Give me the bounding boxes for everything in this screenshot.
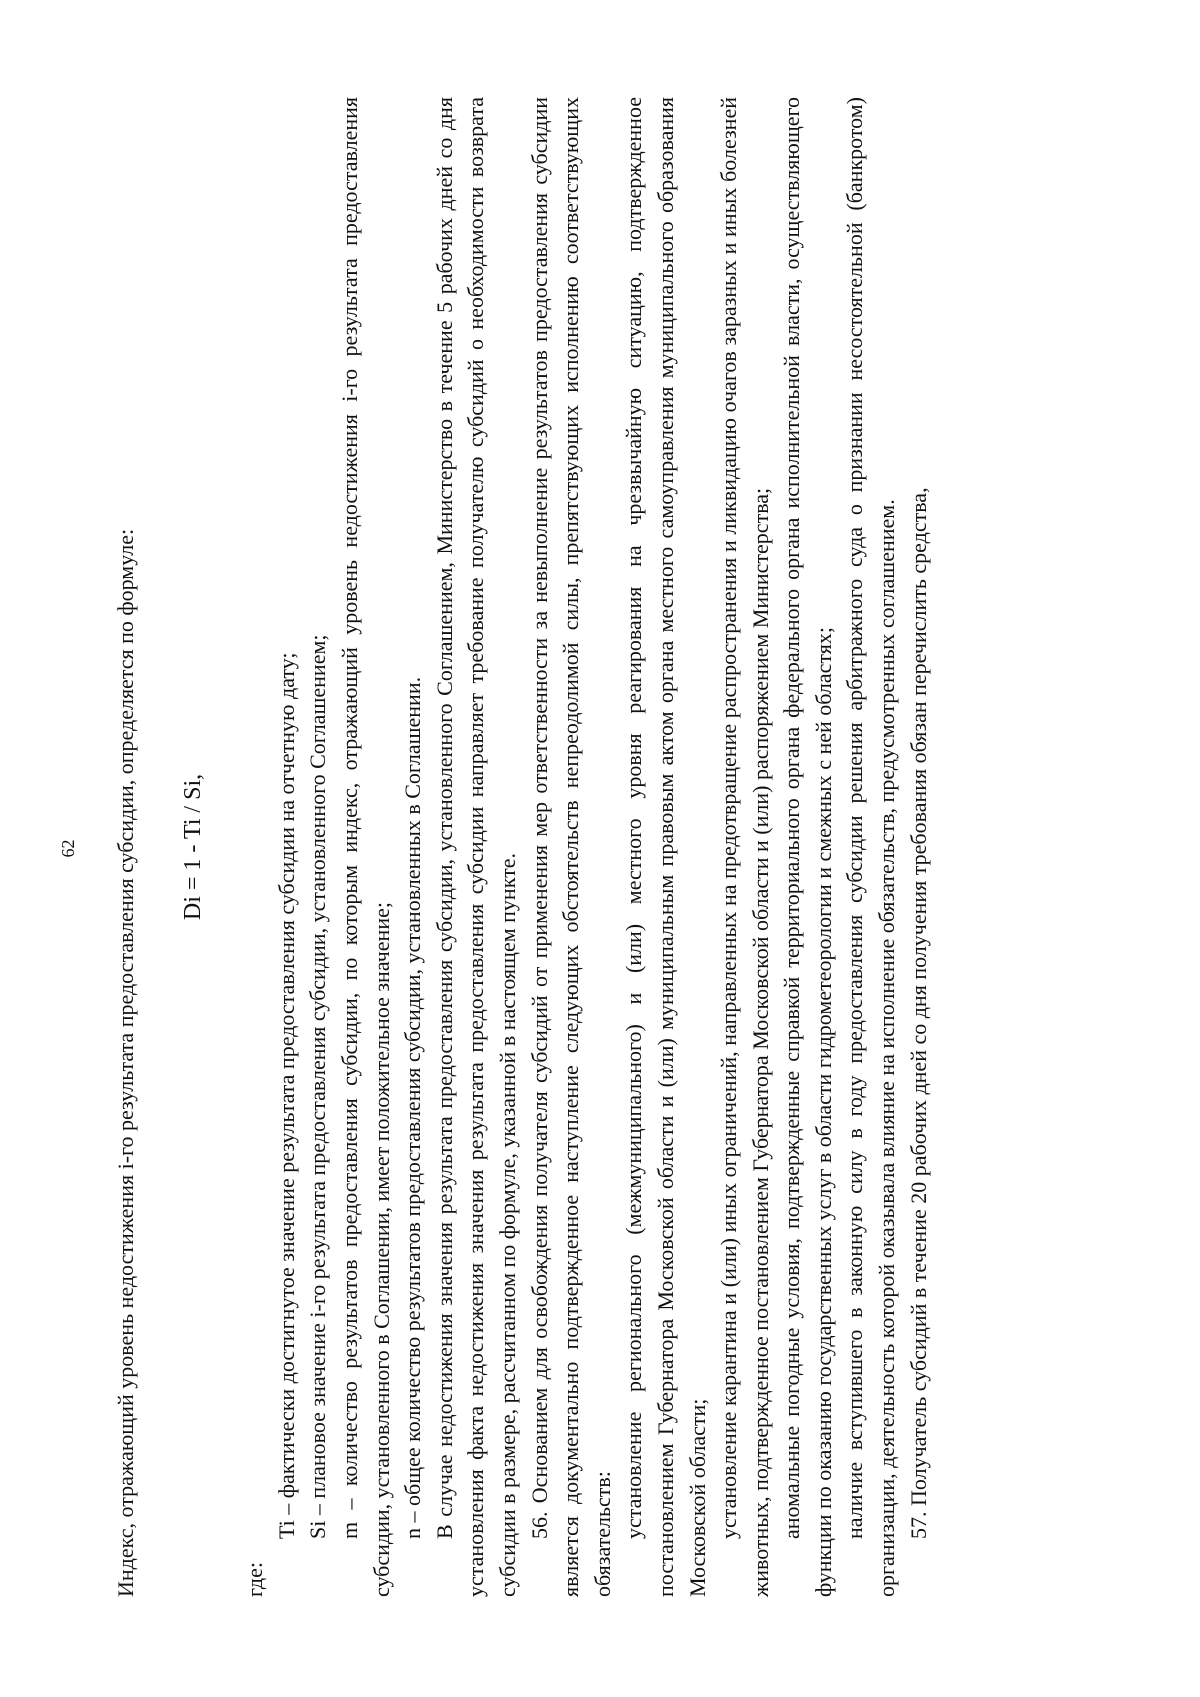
paragraph: В случае недостижения значения результата предоставления субсидии, установленного Соглашением, Министерство в течение 5 рабочих дней со дня установления факта недостижения значения результата предоставления субсидии направляет требование получателю субсидий о необходимости возврата субсидии в размере, рассчитанном по формуле, указанной в настоящем пункте.	[431, 97, 520, 1597]
list-item: аномальные погодные условия, подтвержденные справкой территориального органа федерального органа исполнительной власти, осуществляющего функции по оказанию государственных услуг в области гидрометеорологии и смежных с ней областях;	[779, 97, 836, 1597]
paragraph-56: 56. Основанием для освобождения получателя субсидий от применения мер ответственности за невыполнение результатов предоставления субсидии является документально подтвержденное наступление следующих обстоятельств непреодолимой силы, препятствующих исполнению соответствующих обязательств:	[526, 97, 615, 1597]
definition-si: Si – плановое значение i-го результата предоставления субсидии, установленного Соглашением;	[305, 634, 331, 1539]
paragraph: Индекс, отражающий уровень недостижения i-го результата предоставления субсидии, определяется по формуле:	[113, 528, 138, 1597]
list-item: наличие вступившего в законную силу в году предоставления субсидии решения арбитражного суда о признании несостоятельной (банкротом) организации, деятельность которой оказывала влияние на исполнение обязательств, предусмотренных соглашением.	[842, 97, 900, 1597]
paragraph-57: 57. Получатель субсидий в течение 20 рабочих дней со дня получения требования обязан перечислить средства,	[905, 487, 931, 1539]
body-text	[110, 97, 934, 1597]
formula: Di = 1 - Ti / Si,	[179, 773, 206, 921]
definition-n: n – общее количество результатов предоставления субсидии, установленных в Соглашении.	[400, 676, 426, 1539]
list-item: установление регионального (межмуниципального) и (или) местного уровня реагирования на чрезвычайную ситуацию, подтвержденное постановлением Губернатора Московской области и (или) муниципальным правовым актом органа местного самоуправления муниципального образования Московской области;	[621, 97, 710, 1597]
definition-m: m – количество результатов предоставления субсидии, по которым индекс, отражающий уровень недостижения i-го результата предоставления субсидии, установленного в Соглашении, имеет положительное значение;	[336, 97, 394, 1597]
page-number: 62	[58, 839, 78, 858]
paragraph: где:	[242, 1562, 268, 1597]
definition-ti: Ti – фактически достигнутое значение результата предоставления субсидии на отчетную дату;	[273, 652, 299, 1539]
list-item: установление карантина и (или) иных ограничений, направленных на предотвращение распространения и ликвидацию очагов заразных и иных болезней животных, подтвержденное постановлением Губернатора Московской области и (или) распоряжением Министерства;	[716, 97, 773, 1597]
